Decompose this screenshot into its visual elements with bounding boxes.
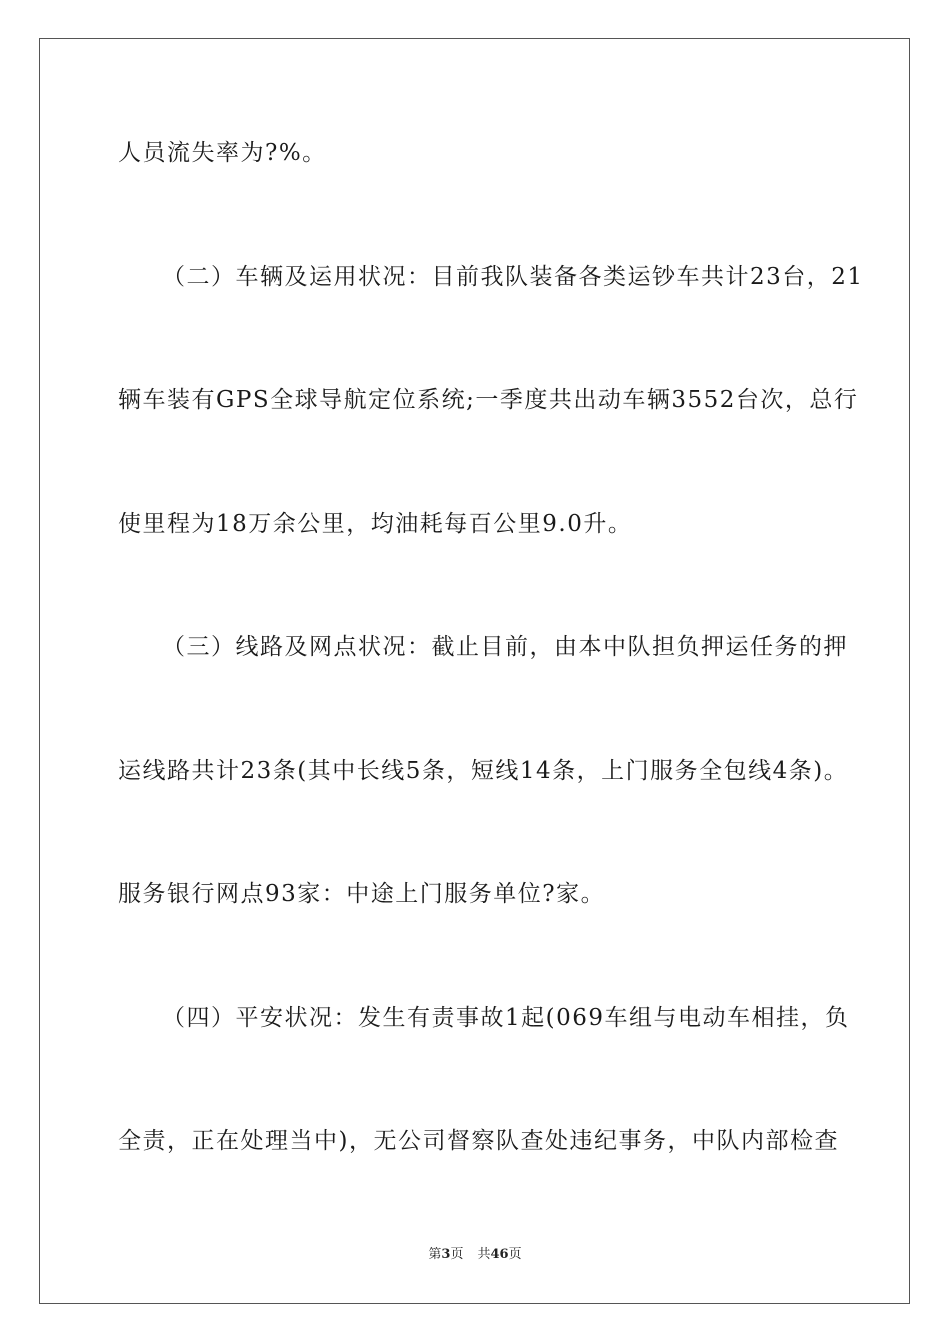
footer-page-number: 3 [441,1247,451,1262]
text-line-2: （二）车辆及运用状况：目前我队装备各类运钞车共计23台，21 [162,264,864,290]
text-line-8: （四）平安状况：发生有责事故1起(069车组与电动车相挂，负 [162,1005,850,1031]
footer-page-prefix: 第 [428,1247,442,1262]
text-line-9: 全责，正在处理当中)，无公司督察队查处违纪事务，中队内部检查 [118,1128,839,1154]
footer-total-prefix: 共 [477,1247,491,1262]
text-line-4: 使里程为18万余公里，均油耗每百公里9.0升。 [118,511,633,537]
text-line-1: 人员流失率为?%。 [118,140,327,166]
footer-total-pages: 46 [490,1247,509,1262]
page-footer [0,1246,950,1264]
footer-total-suffix: 页 [508,1247,522,1262]
text-line-5: （三）线路及网点状况：截止目前，由本中队担负押运任务的押 [162,634,848,660]
text-line-6: 运线路共计23条(其中长线5条，短线14条，上门服务全包线4条)。 [118,758,849,784]
footer-page-suffix: 页 [450,1247,464,1262]
text-line-7: 服务银行网点93家：中途上门服务单位?家。 [118,881,606,907]
page-border [39,38,910,1304]
text-line-3: 辆车装有GPS全球导航定位系统;一季度共出动车辆3552台次，总行 [118,387,859,413]
